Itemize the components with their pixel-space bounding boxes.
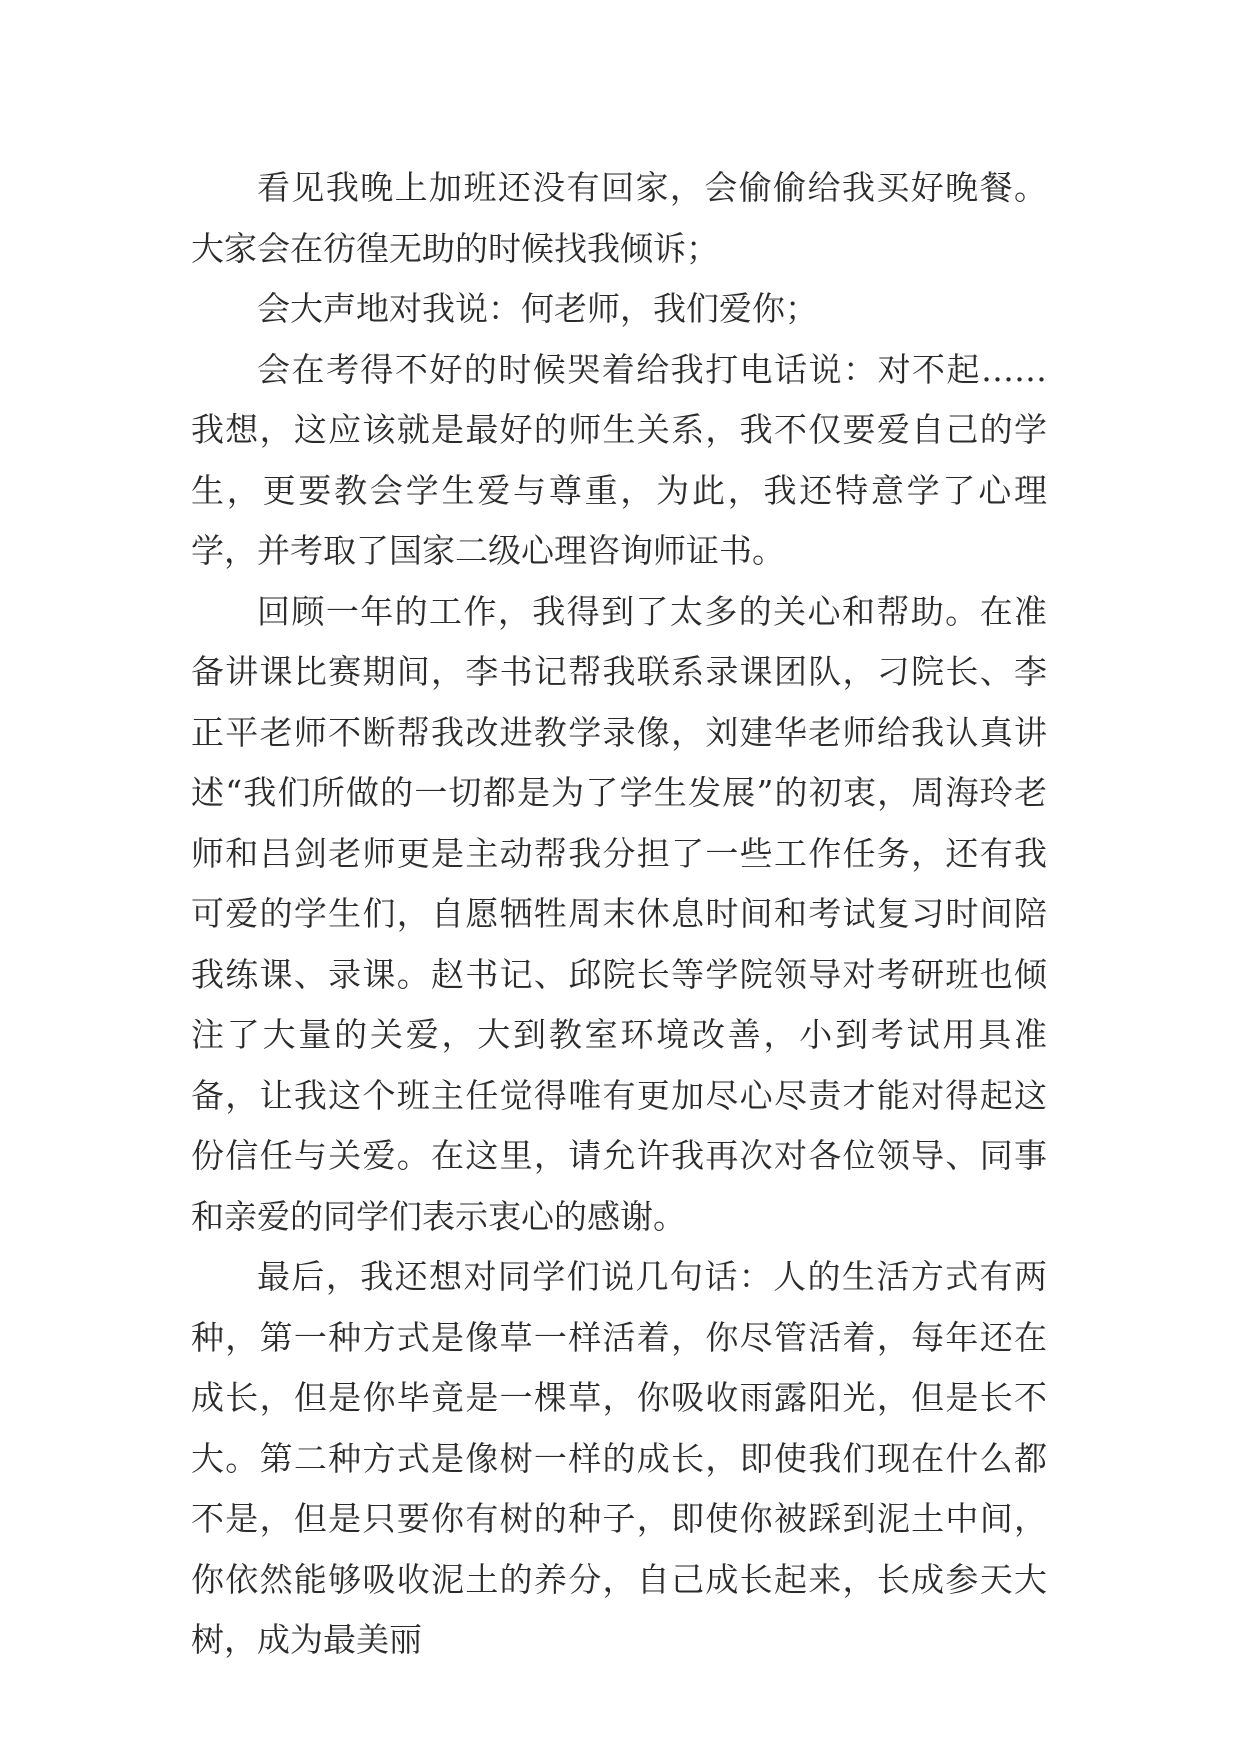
paragraph-2: 会大声地对我说：何老师，我们爱你；	[257, 289, 818, 328]
paragraph-3: 会在考得不好的时候哭着给我打电话说：对不起……我想，这应该就是最好的师生关系，我不仅要爱自己的学生，更要教会学生爱与尊重，为此，我还特意学了心理学，并考取了国家二级心理咨询师证书。	[191, 349, 1047, 570]
paragraph-4: 回顾一年的工作，我得到了太多的关心和帮助。在准备讲课比赛期间，李书记帮我联系录课团队，刁院长、李正平老师不断帮我改进教学录像，刘建华老师给我认真讲述“我们所做的一切都是为了学生发展”的初衷，周海玲老师和吕剑老师更是主动帮我分担了一些工作任务，还有我可爱的学生们，自愿牺牲周末休息时间和考试复习时间陪我练课、录课。赵书记、邱院长等学院领导对考研班也倾注了大量的关爱，大到教室环境改善，小到考试用具准备，让我这个班主任觉得唯有更加尽心尽责才能对得起这份信任与关爱。在这里，请允许我再次对各位领导、同事和亲爱的同学们表示衷心的感谢。	[191, 591, 1047, 1236]
paragraph-5: 最后，我还想对同学们说几句话：人的生活方式有两种，第一种方式是像草一样活着，你尽管活着，每年还在成长，但是你毕竟是一棵草，你吸收雨露阳光，但是长不大。第二种方式是像树一样的成长，即使我们现在什么都不是，但是只要你有树的种子，即使你被踩到泥土中间，你依然能够吸收泥土的养分，自己成长起来，长成参天大树，成为最美丽	[191, 1257, 1047, 1659]
document-body	[191, 158, 1047, 1671]
paragraph-1: 看见我晚上加班还没有回家，会偷偷给我买好晚餐。大家会在彷徨无助的时候找我倾诉；	[191, 168, 1047, 268]
